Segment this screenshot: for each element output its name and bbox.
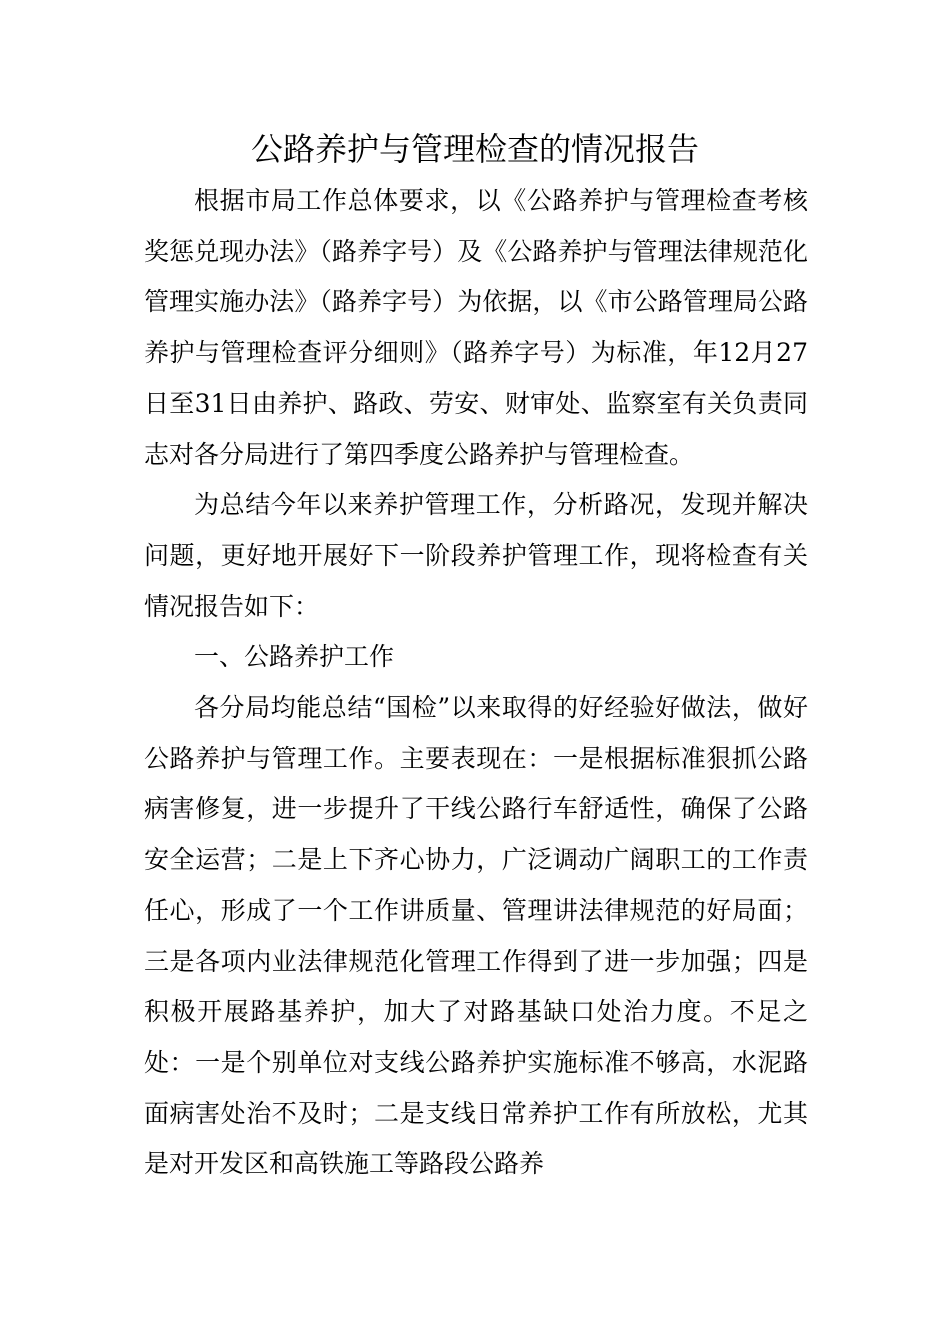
- paragraph-purpose: 为总结今年以来养护管理工作，分析路况，发现并解决问题，更好地开展好下一阶段养护管理工作，现将检查有关情况报告如下：: [144, 490, 808, 621]
- document-title: 公路养护与管理检查的情况报告: [250, 130, 699, 168]
- document-body: [144, 176, 808, 1190]
- paragraph-inspection-basis: 根据市局工作总体要求，以《公路养护与管理检查考核奖惩兑现办法》（路养字号）及《公路养护与管理法律规范化管理实施办法》（路养字号）为依据，以《市公路管理局公路养护与管理检查评分细则》（路养字号）为标准，年12月27日至31日由养护、路政、劳安、财审处、监察室有关负责同志对各分局进行了第四季度公路养护与管理检查。: [144, 186, 808, 469]
- paragraph-maintenance-findings: 各分局均能总结“国检”以来取得的好经验好做法，做好公路养护与管理工作。主要表现在：一是根据标准狠抓公路病害修复，进一步提升了干线公路行车舒适性，确保了公路安全运营；二是上下齐心协力，广泛调动广阔职工的工作责任心，形成了一个工作讲质量、管理讲法律规范的好局面；三是各项内业法律规范化管理工作得到了进一步加强；四是积极开展路基养护，加大了对路基缺口处治力度。不足之处：一是个别单位对支线公路养护实施标准不够高，水泥路面病害处治不及时；二是支线日常养护工作有所放松，尤其是对开发区和高铁施工等路段公路养: [144, 693, 808, 1179]
- section-heading-road-maintenance: 一、公路养护工作: [194, 642, 395, 672]
